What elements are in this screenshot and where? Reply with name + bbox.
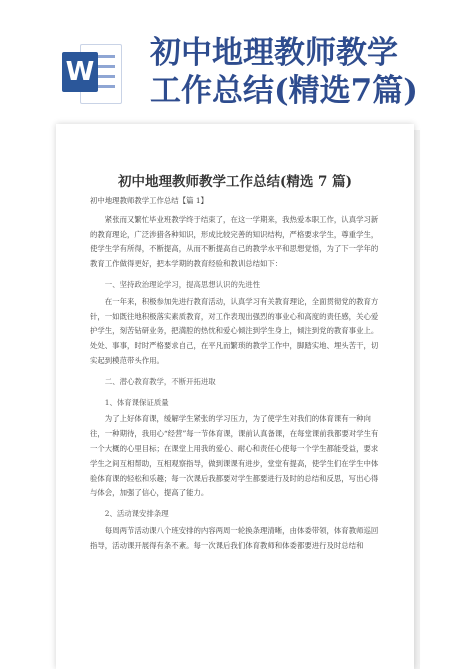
header: [0, 0, 474, 118]
subsection-heading: 2、活动课安排条理: [104, 509, 169, 519]
page-title-line2: 工作总结(精选7篇): [150, 73, 418, 109]
document-subhead: 初中地理教师教学工作总结【篇 1】: [90, 196, 208, 205]
paragraph: 为了上好体育课，缓解学生紧张的学习压力，为了使学生对我们的体育课有一种向往，一种期待，我用心“经营”每一节体育课，课前认真备课，在每堂课前我都要对学生有一个大概的心里目标；在课堂上用我的爱心、耐心和责任心使每一个学生都能受益，要求学生之间互相帮助，互相观察指导，做到课课有进步，堂堂有提高，使学生们在学生中体验体育课的轻松和乐趣；每一次课后我都要对学生都要进行及时的总结和反思，写出心得与体会，加强了信心，提高了能力。: [90, 414, 379, 498]
word-badge: W: [62, 52, 98, 92]
document-body: [90, 194, 382, 554]
section-heading: 一、坚持政治理论学习，提高思想认识的先进性: [104, 279, 261, 289]
page-title-line1: 初中地理教师教学: [150, 35, 398, 71]
subsection-heading: 1、体育课保证质量: [104, 397, 169, 407]
paragraph: 在一年来，积极参加先进行教育活动，认真学习有关教育理论，全面贯彻党的教育方针，一如既往地积极落实素质教育，对工作表现出强烈的事业心和高度的责任感，关心爱护学生，刻苦钻研业务，把満腔的热忱和爱心倾注到学生身上，倾注到党的教育事业上。处处、事事，时时严格要求自己，在平凡而繁琐的教学工作中，脚踏实地、埋头苦干，切实起到模范带头作用。: [90, 296, 379, 365]
paragraph: 每周两节活动课八个班安排的内容两周一轮换条理清晰，由体委带领，体育教师巡回指导，活动课开展得有条不紊。每一次课后我们体育教师和体委都要进行及时总结和: [90, 525, 379, 550]
section-heading: 二、潜心教育教学，不断开拓进取: [104, 376, 216, 386]
word-document-icon: [60, 40, 122, 106]
document-title: 初中地理教师教学工作总结(精选 7 篇): [117, 174, 353, 190]
document-preview[interactable]: [56, 124, 414, 669]
paragraph: 紧张而又繁忙毕业班教学终于结束了，在这一学期来，我热爱本职工作，认真学习新的教育理论，广泛涉猎各种知识，形成比较完善的知识结构，严格要求学生，尊重学生，使学生学有所得，不断提高，从而不断提高自己的教学水平和思想觉悟，为了下一学年的教育工作做得更好，把本学期的教育经验和教训总结如下：: [90, 214, 379, 269]
page-title: [150, 34, 468, 110]
